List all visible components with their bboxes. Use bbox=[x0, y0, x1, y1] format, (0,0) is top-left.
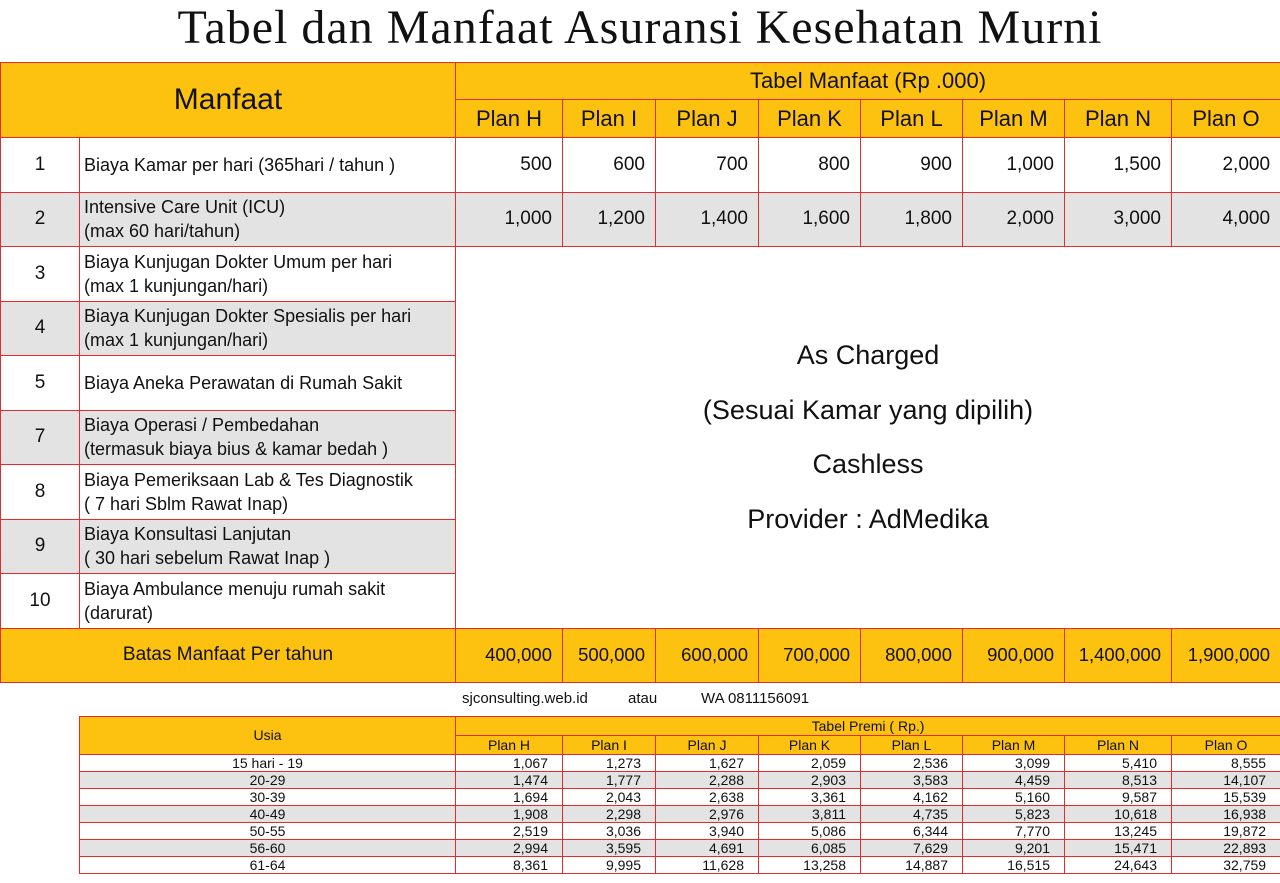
premium-value: 7,629 bbox=[861, 840, 963, 857]
benefit-description bbox=[80, 138, 456, 193]
provider-text: Provider : AdMedika bbox=[747, 503, 989, 534]
premium-value: 2,976 bbox=[656, 806, 759, 823]
limit-value: 1,900,000 bbox=[1172, 628, 1280, 682]
premium-value: 4,691 bbox=[656, 840, 759, 857]
contact-line bbox=[0, 690, 1280, 710]
benefit-description bbox=[80, 574, 456, 629]
premium-value: 2,288 bbox=[656, 772, 759, 789]
as-charged-block bbox=[456, 247, 1280, 629]
premium-value: 9,201 bbox=[963, 840, 1065, 857]
manfaat-header: Manfaat bbox=[1, 63, 456, 138]
premium-value: 15,471 bbox=[1065, 840, 1172, 857]
premium-value: 7,770 bbox=[963, 823, 1065, 840]
benefit-line: Biaya Pemeriksaan Lab & Tes Diagnostik bbox=[84, 469, 413, 490]
premium-value: 1,067 bbox=[456, 755, 563, 772]
premium-value: 1,694 bbox=[456, 789, 563, 806]
row-number: 4 bbox=[1, 301, 80, 356]
premium-value: 4,735 bbox=[861, 806, 963, 823]
plan-header: Plan N bbox=[1065, 736, 1172, 755]
plan-header: Plan O bbox=[1172, 736, 1280, 755]
benefit-value: 900 bbox=[861, 138, 963, 193]
premium-value: 2,059 bbox=[759, 755, 861, 772]
age-band: 15 hari - 19 bbox=[80, 755, 456, 772]
premium-value: 2,536 bbox=[861, 755, 963, 772]
limit-value: 800,000 bbox=[861, 628, 963, 682]
cashless-text: Cashless bbox=[812, 449, 924, 480]
limit-value: 500,000 bbox=[563, 628, 656, 682]
benefit-line: Intensive Care Unit (ICU) bbox=[84, 197, 286, 218]
row-number: 2 bbox=[1, 192, 80, 247]
benefit-line: (termasuk biaya bius & kamar bedah ) bbox=[84, 439, 389, 460]
premium-value: 4,459 bbox=[963, 772, 1065, 789]
benefit-value: 1,400 bbox=[656, 192, 759, 247]
benefit-line: (max 1 kunjungan/hari) bbox=[84, 330, 269, 351]
premium-value: 9,995 bbox=[563, 857, 656, 874]
benefit-value: 700 bbox=[656, 138, 759, 193]
plan-header: Plan L bbox=[861, 100, 963, 138]
premium-value: 14,887 bbox=[861, 857, 963, 874]
benefit-description bbox=[80, 356, 456, 411]
plan-header: Plan I bbox=[563, 100, 656, 138]
age-band: 30-39 bbox=[80, 789, 456, 806]
benefit-line: Biaya Konsultasi Lanjutan bbox=[84, 524, 292, 545]
benefit-line: (darurat) bbox=[84, 602, 154, 623]
premium-value: 3,940 bbox=[656, 823, 759, 840]
premium-value: 15,539 bbox=[1172, 789, 1280, 806]
premium-value: 14,107 bbox=[1172, 772, 1280, 789]
premium-row bbox=[80, 840, 1280, 857]
premium-value: 1,627 bbox=[656, 755, 759, 772]
benefit-value: 800 bbox=[759, 138, 861, 193]
premium-table bbox=[79, 716, 1280, 874]
benefit-value: 1,800 bbox=[861, 192, 963, 247]
row-number: 3 bbox=[1, 247, 80, 302]
benefit-value: 2,000 bbox=[1172, 138, 1280, 193]
separator-text: atau bbox=[628, 690, 658, 707]
plan-header: Plan I bbox=[563, 736, 656, 755]
premium-value: 8,361 bbox=[456, 857, 563, 874]
premium-value: 24,643 bbox=[1065, 857, 1172, 874]
age-band: 56-60 bbox=[80, 840, 456, 857]
as-charged-text: As Charged bbox=[796, 340, 940, 371]
premium-row bbox=[80, 857, 1280, 874]
premium-value: 1,474 bbox=[456, 772, 563, 789]
plan-header: Plan L bbox=[861, 736, 963, 755]
plan-header: Plan K bbox=[759, 736, 861, 755]
premium-value: 16,938 bbox=[1172, 806, 1280, 823]
tabel-manfaat-header: Tabel Manfaat (Rp .000) bbox=[456, 63, 1280, 100]
benefit-description bbox=[80, 247, 456, 302]
benefit-description bbox=[80, 465, 456, 520]
benefit-line: ( 7 hari Sblm Rawat Inap) bbox=[84, 493, 289, 514]
benefit-description bbox=[80, 410, 456, 465]
premium-value: 3,361 bbox=[759, 789, 861, 806]
benefit-line: ( 30 hari sebelum Rawat Inap ) bbox=[84, 548, 331, 569]
benefit-value: 1,500 bbox=[1065, 138, 1172, 193]
premium-row bbox=[80, 772, 1280, 789]
plan-header: Plan M bbox=[963, 100, 1065, 138]
limit-value: 400,000 bbox=[456, 628, 563, 682]
benefit-value: 3,000 bbox=[1065, 192, 1172, 247]
premium-value: 9,587 bbox=[1065, 789, 1172, 806]
plan-header: Plan N bbox=[1065, 100, 1172, 138]
benefit-value: 1,000 bbox=[963, 138, 1065, 193]
row-number: 5 bbox=[1, 356, 80, 411]
limit-value: 1,400,000 bbox=[1065, 628, 1172, 682]
premium-value: 13,258 bbox=[759, 857, 861, 874]
row-number: 9 bbox=[1, 519, 80, 574]
benefit-row bbox=[1, 138, 1280, 193]
plan-header: Plan K bbox=[759, 100, 861, 138]
premium-value: 22,893 bbox=[1172, 840, 1280, 857]
usia-header: Usia bbox=[80, 717, 456, 755]
premium-value: 5,086 bbox=[759, 823, 861, 840]
limit-value: 700,000 bbox=[759, 628, 861, 682]
benefit-value: 4,000 bbox=[1172, 192, 1280, 247]
benefit-table bbox=[0, 62, 1280, 683]
plan-header: Plan J bbox=[656, 736, 759, 755]
benefit-description bbox=[80, 301, 456, 356]
age-band: 50-55 bbox=[80, 823, 456, 840]
plan-header: Plan H bbox=[456, 100, 563, 138]
plan-header: Plan O bbox=[1172, 100, 1280, 138]
premium-value: 10,618 bbox=[1065, 806, 1172, 823]
row-number: 1 bbox=[1, 138, 80, 193]
benefit-value: 1,200 bbox=[563, 192, 656, 247]
benefit-value: 500 bbox=[456, 138, 563, 193]
benefit-value: 2,000 bbox=[963, 192, 1065, 247]
benefit-value: 1,600 bbox=[759, 192, 861, 247]
row-number: 10 bbox=[1, 574, 80, 629]
premium-value: 1,908 bbox=[456, 806, 563, 823]
premium-value: 16,515 bbox=[963, 857, 1065, 874]
premium-value: 6,085 bbox=[759, 840, 861, 857]
row-number: 8 bbox=[1, 465, 80, 520]
limit-value: 900,000 bbox=[963, 628, 1065, 682]
premium-value: 32,759 bbox=[1172, 857, 1280, 874]
premium-value: 19,872 bbox=[1172, 823, 1280, 840]
benefit-row bbox=[1, 247, 1280, 302]
premium-value: 6,344 bbox=[861, 823, 963, 840]
premium-value: 2,994 bbox=[456, 840, 563, 857]
premium-value: 3,036 bbox=[563, 823, 656, 840]
premium-value: 3,811 bbox=[759, 806, 861, 823]
premium-value: 5,160 bbox=[963, 789, 1065, 806]
premium-value: 3,583 bbox=[861, 772, 963, 789]
premium-row bbox=[80, 806, 1280, 823]
premium-value: 2,043 bbox=[563, 789, 656, 806]
premium-value: 4,162 bbox=[861, 789, 963, 806]
page-title: Tabel dan Manfaat Asuransi Kesehatan Murni bbox=[177, 1, 1103, 54]
limit-label: Batas Manfaat Per tahun bbox=[1, 628, 456, 682]
premium-row bbox=[80, 789, 1280, 806]
premium-value: 8,555 bbox=[1172, 755, 1280, 772]
premium-value: 3,099 bbox=[963, 755, 1065, 772]
age-band: 40-49 bbox=[80, 806, 456, 823]
plan-header: Plan J bbox=[656, 100, 759, 138]
premium-value: 8,513 bbox=[1065, 772, 1172, 789]
premium-value: 13,245 bbox=[1065, 823, 1172, 840]
plan-header: Plan M bbox=[963, 736, 1065, 755]
premium-row bbox=[80, 755, 1280, 772]
premium-row bbox=[80, 823, 1280, 840]
benefit-line: Biaya Kunjugan Dokter Spesialis per hari bbox=[84, 306, 412, 327]
premium-value: 3,595 bbox=[563, 840, 656, 857]
whatsapp-text: WA 0811156091 bbox=[701, 690, 810, 707]
benefit-line: Biaya Kunjugan Dokter Umum per hari bbox=[84, 251, 393, 272]
room-note-text: (Sesuai Kamar yang dipilih) bbox=[702, 394, 1034, 425]
premium-value: 5,410 bbox=[1065, 755, 1172, 772]
premium-value: 2,638 bbox=[656, 789, 759, 806]
benefit-line: Biaya Operasi / Pembedahan bbox=[84, 415, 320, 436]
benefit-row bbox=[1, 192, 1280, 247]
benefit-description bbox=[80, 519, 456, 574]
age-band: 61-64 bbox=[80, 857, 456, 874]
benefit-line: Biaya Kamar per hari (365hari / tahun ) bbox=[84, 154, 396, 175]
website-text: sjconsulting.web.id bbox=[462, 690, 588, 707]
premium-value: 1,777 bbox=[563, 772, 656, 789]
premium-value: 1,273 bbox=[563, 755, 656, 772]
premium-value: 11,628 bbox=[656, 857, 759, 874]
limit-row bbox=[1, 628, 1280, 682]
premium-value: 2,298 bbox=[563, 806, 656, 823]
benefit-line: Biaya Aneka Perawatan di Rumah Sakit bbox=[84, 372, 403, 393]
benefit-line: Biaya Ambulance menuju rumah sakit bbox=[84, 578, 386, 599]
benefit-value: 1,000 bbox=[456, 192, 563, 247]
limit-value: 600,000 bbox=[656, 628, 759, 682]
premium-value: 2,519 bbox=[456, 823, 563, 840]
benefit-description bbox=[80, 192, 456, 247]
benefit-value: 600 bbox=[563, 138, 656, 193]
premium-value: 5,823 bbox=[963, 806, 1065, 823]
age-band: 20-29 bbox=[80, 772, 456, 789]
tabel-premi-header: Tabel Premi ( Rp.) bbox=[456, 717, 1280, 736]
benefit-line: (max 1 kunjungan/hari) bbox=[84, 275, 269, 296]
row-number: 7 bbox=[1, 410, 80, 465]
premium-value: 2,903 bbox=[759, 772, 861, 789]
plan-header: Plan H bbox=[456, 736, 563, 755]
benefit-line: (max 60 hari/tahun) bbox=[84, 221, 241, 242]
